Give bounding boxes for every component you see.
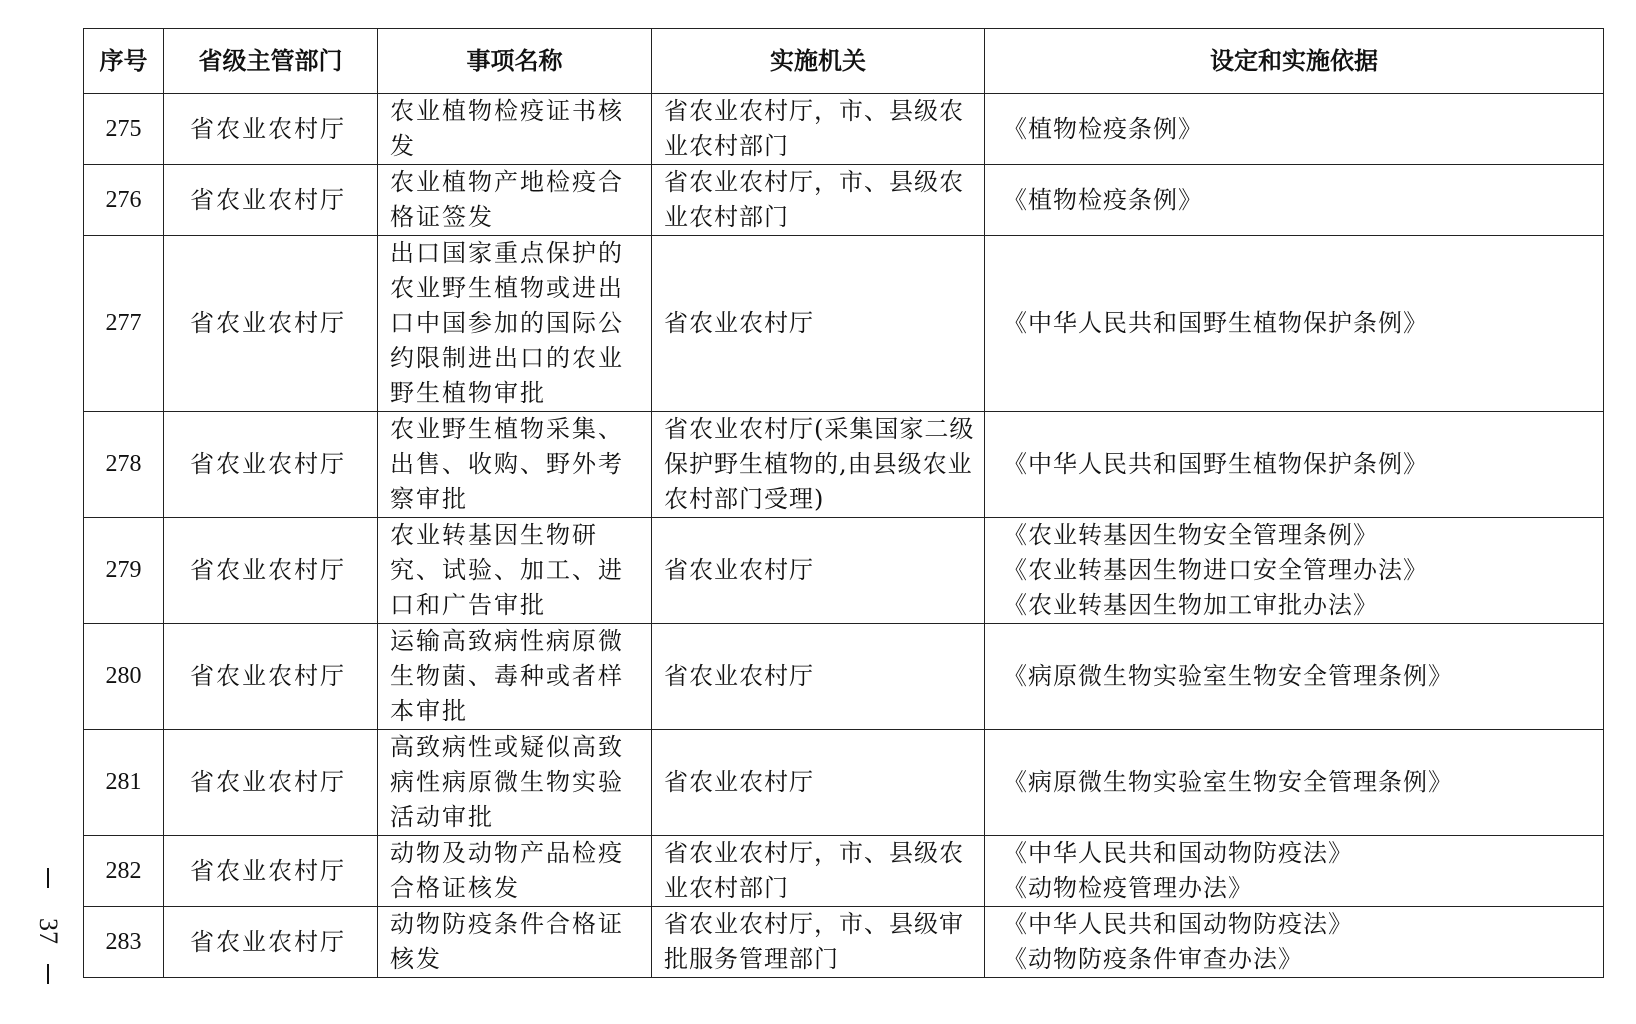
row-legal-basis xyxy=(985,836,1604,907)
row-department: 省农业农村厅 xyxy=(164,165,378,236)
row-legal-basis xyxy=(985,624,1604,730)
row-serial-number: 283 xyxy=(84,907,164,978)
row-department: 省农业农村厅 xyxy=(164,836,378,907)
header-implementing-agency: 实施机关 xyxy=(652,29,985,94)
row-item-name: 农业植物检疫证书核发 xyxy=(378,94,652,165)
row-department: 省农业农村厅 xyxy=(164,412,378,518)
row-item-name: 出口国家重点保护的农业野生植物或进出口中国参加的国际公约限制进出口的农业野生植物审批 xyxy=(378,236,652,412)
row-legal-basis xyxy=(985,236,1604,412)
row-legal-basis xyxy=(985,412,1604,518)
table-row xyxy=(84,94,1604,165)
legal-basis-line: 《动物检疫管理办法》 xyxy=(1003,874,1253,902)
table-row xyxy=(84,907,1604,978)
legal-basis-line: 《植物检疫条例》 xyxy=(1003,114,1203,143)
row-serial-number: 276 xyxy=(84,165,164,236)
table-row xyxy=(84,518,1604,624)
approval-items-table xyxy=(83,28,1604,978)
header-item-name: 事项名称 xyxy=(378,29,652,94)
row-serial-number: 280 xyxy=(84,624,164,730)
row-legal-basis xyxy=(985,907,1604,978)
page-number-marker xyxy=(28,868,68,988)
table-header-row xyxy=(84,29,1604,94)
row-serial-number: 281 xyxy=(84,730,164,836)
legal-basis-line: 《病原微生物实验室生物安全管理条例》 xyxy=(1003,662,1453,690)
legal-basis-line: 《中华人民共和国野生植物保护条例》 xyxy=(1003,450,1428,478)
table-row xyxy=(84,236,1604,412)
row-department: 省农业农村厅 xyxy=(164,907,378,978)
page-number: 37 xyxy=(34,918,63,944)
header-provincial-department: 省级主管部门 xyxy=(164,29,378,94)
row-department: 省农业农村厅 xyxy=(164,518,378,624)
row-department: 省农业农村厅 xyxy=(164,730,378,836)
table-row xyxy=(84,730,1604,836)
row-department: 省农业农村厅 xyxy=(164,624,378,730)
row-serial-number: 279 xyxy=(84,518,164,624)
table-row xyxy=(84,836,1604,907)
row-item-name: 动物防疫条件合格证核发 xyxy=(378,907,652,978)
table-row xyxy=(84,624,1604,730)
legal-basis-line: 《中华人民共和国动物防疫法》 xyxy=(1003,839,1353,867)
row-implementing-agency: 省农业农村厅，市、县级农业农村部门 xyxy=(652,165,985,236)
row-legal-basis xyxy=(985,94,1604,165)
header-serial-number: 序号 xyxy=(84,29,164,94)
row-implementing-agency: 省农业农村厅 xyxy=(652,236,985,412)
row-item-name: 农业植物产地检疫合格证签发 xyxy=(378,165,652,236)
page-number-dash-bottom xyxy=(47,964,49,984)
row-legal-basis xyxy=(985,165,1604,236)
legal-basis-line: 《中华人民共和国野生植物保护条例》 xyxy=(1003,309,1428,337)
row-serial-number: 278 xyxy=(84,412,164,518)
row-legal-basis xyxy=(985,730,1604,836)
row-implementing-agency: 省农业农村厅(采集国家二级保护野生植物的,由县级农业农村部门受理) xyxy=(652,412,985,518)
table-row xyxy=(84,165,1604,236)
legal-basis-line: 《农业转基因生物安全管理条例》 xyxy=(1003,521,1378,549)
row-item-name: 高致病性或疑似高致病性病原微生物实验活动审批 xyxy=(378,730,652,836)
row-implementing-agency: 省农业农村厅 xyxy=(652,624,985,730)
row-implementing-agency: 省农业农村厅，市、县级农业农村部门 xyxy=(652,94,985,165)
row-item-name: 农业野生植物采集、出售、收购、野外考察审批 xyxy=(378,412,652,518)
row-serial-number: 275 xyxy=(84,94,164,165)
legal-basis-line: 《农业转基因生物进口安全管理办法》 xyxy=(1003,556,1428,584)
row-serial-number: 282 xyxy=(84,836,164,907)
legal-basis-line: 《动物防疫条件审查办法》 xyxy=(1003,945,1303,973)
row-serial-number: 277 xyxy=(84,236,164,412)
row-implementing-agency: 省农业农村厅 xyxy=(652,730,985,836)
row-item-name: 动物及动物产品检疫合格证核发 xyxy=(378,836,652,907)
row-implementing-agency: 省农业农村厅，市、县级审批服务管理部门 xyxy=(652,907,985,978)
row-department: 省农业农村厅 xyxy=(164,94,378,165)
legal-basis-line: 《中华人民共和国动物防疫法》 xyxy=(1003,910,1353,938)
legal-basis-line: 《病原微生物实验室生物安全管理条例》 xyxy=(1003,768,1453,796)
row-legal-basis xyxy=(985,518,1604,624)
header-legal-basis: 设定和实施依据 xyxy=(985,29,1604,94)
row-department: 省农业农村厅 xyxy=(164,236,378,412)
row-item-name: 运输高致病性病原微生物菌、毒种或者样本审批 xyxy=(378,624,652,730)
table-row xyxy=(84,412,1604,518)
row-item-name: 农业转基因生物研究、试验、加工、进口和广告审批 xyxy=(378,518,652,624)
row-implementing-agency: 省农业农村厅 xyxy=(652,518,985,624)
legal-basis-line: 《植物检疫条例》 xyxy=(1003,185,1203,214)
document-table-container xyxy=(83,28,1603,978)
page-number-dash-top xyxy=(47,868,49,888)
legal-basis-line: 《农业转基因生物加工审批办法》 xyxy=(1003,591,1378,619)
row-implementing-agency: 省农业农村厅，市、县级农业农村部门 xyxy=(652,836,985,907)
